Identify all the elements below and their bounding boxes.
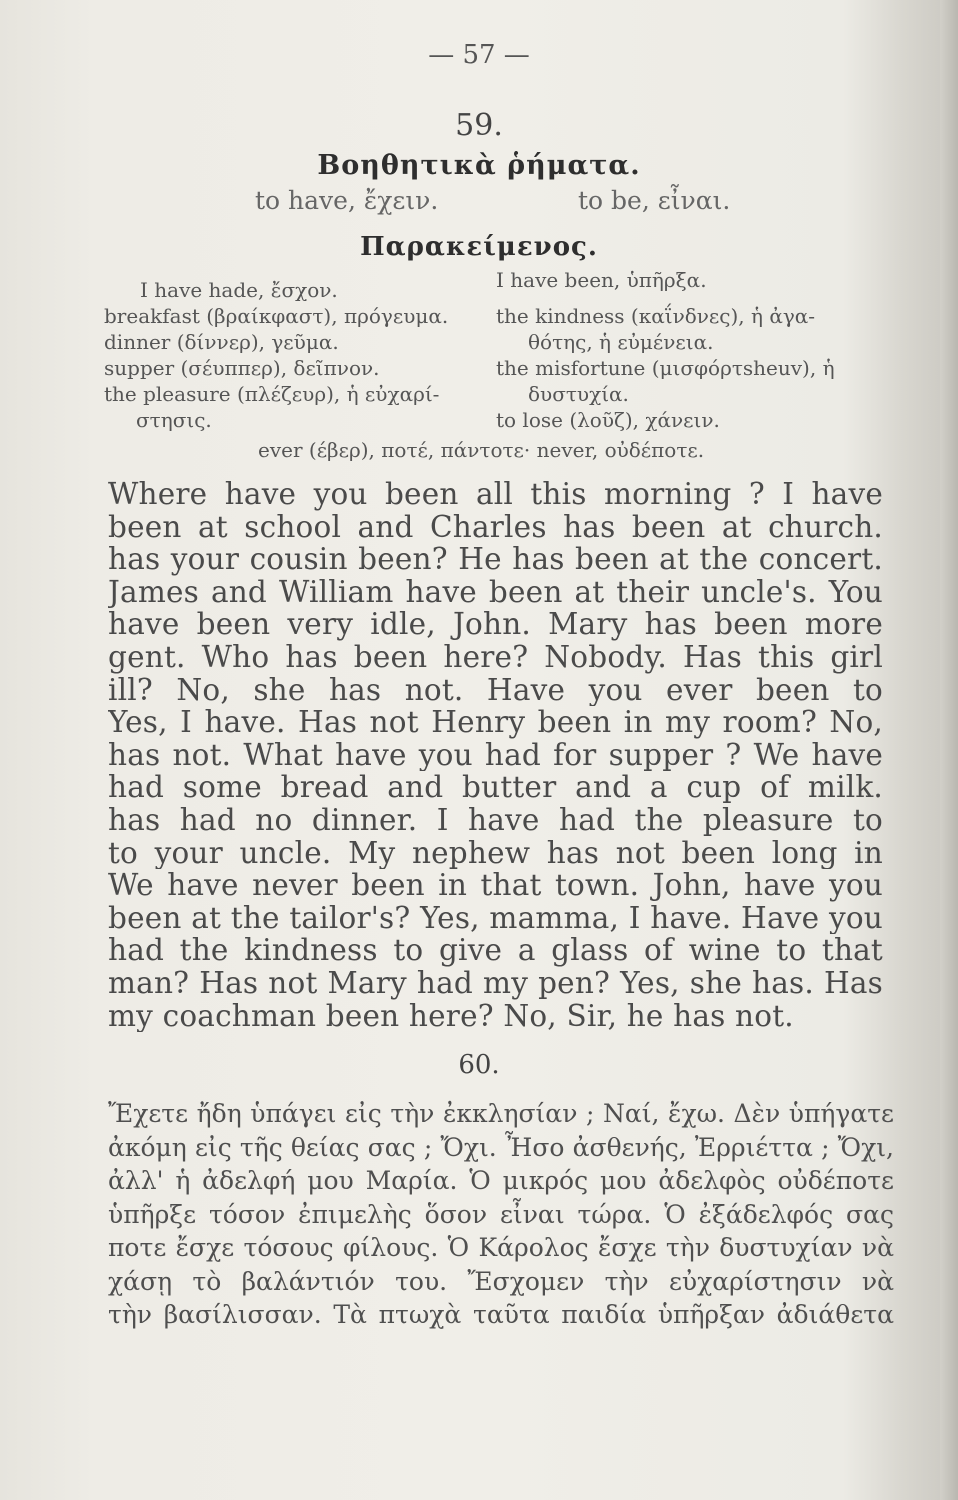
vocab-left-5: the pleasure (πλέζευρ), ἡ εὐχαρί- xyxy=(104,382,440,406)
section-60-number: 60. xyxy=(458,1050,500,1080)
greek-line: ἀκόμη εἰς τῆς θείας σας ; Ὄχι. Ἦσο ἀσθενής, Ἐρριέττα ; Ὄχι, xyxy=(108,1132,894,1162)
greek-line: τὴν βασίλισσαν. Τὰ πτωχὰ ταῦτα παιδία ὑπῆρξαν ἀδιάθετα xyxy=(108,1300,894,1329)
vocab-left-3: dinner (δίννερ), γεῦμα. xyxy=(104,330,339,354)
paragraph-line: has not. What have you had for supper ? We have xyxy=(108,738,883,772)
paragraph-line: Yes, I have. Has not Henry been in my room? No, xyxy=(108,706,883,739)
paragraph-line: been at school and Charles has been at church. xyxy=(108,510,883,544)
vocab-right-4: the misfortune (μισφόρτsheuv), ἡ xyxy=(496,356,835,380)
vocab-right-1: I have been, ὑπῆρξα. xyxy=(496,268,707,292)
page-edge-shadow xyxy=(940,0,958,1500)
paragraph-line: has your cousin been? He has been at the concert. xyxy=(108,543,883,576)
greek-line: ἀλλ' ἡ ἀδελφή μου Μαρία. Ὁ μικρός μου ἀδελφὸς οὐδέποτε xyxy=(108,1166,894,1195)
vocab-left-6: στησις. xyxy=(136,408,212,432)
section-59-title: Βοηθητικὰ ῥήματα. xyxy=(317,150,641,181)
paragraph-line: James and William have been at their uncle's. You xyxy=(108,575,883,609)
paragraph-line: my coachman been here? No, Sir, he has not. xyxy=(108,999,794,1033)
section-59-number: 59. xyxy=(455,108,503,143)
section-59-subtitle: Παρακείμενος. xyxy=(360,232,598,262)
paragraph-line: ill? No, she has not. Have you ever been to xyxy=(108,673,883,707)
paragraph-line: had some bread and butter and a cup of milk. xyxy=(108,771,883,804)
vocab-right-5: δυστυχία. xyxy=(528,382,629,406)
vocab-right-2: the kindness (καΐνδνες), ἡ ἀγα- xyxy=(496,304,816,328)
vocab-left-1: I have hade, ἔσχον. xyxy=(140,278,338,302)
vocab-ever-never: ever (έβερ), ποτέ, πάντοτε· never, οὐδέποτε. xyxy=(258,438,705,462)
vocab-left-2: breakfast (βραίκφαστ), πρόγευμα. xyxy=(104,304,449,328)
paragraph-line: We have never been in that town. John, have you xyxy=(108,869,883,902)
paragraph-line: Where have you been all this morning ? I have xyxy=(108,478,883,511)
greek-line: Ἔχετε ἤδη ὑπάγει εἰς τὴν ἐκκλησίαν ; Ναί, ἔχω. Δὲν ὑπήγατε xyxy=(108,1099,894,1128)
vocab-left-4: supper (σέυππερ), δεῖπνον. xyxy=(104,356,380,380)
page-number: — 57 — xyxy=(428,40,530,70)
verb-to-be: to be, εἶναι. xyxy=(578,186,731,215)
paragraph-line: man? Has not Mary had my pen? Yes, she has. Has xyxy=(108,966,883,1000)
paragraph-line: had the kindness to give a glass of wine to that xyxy=(108,934,883,967)
exercise-59-paragraph xyxy=(108,478,883,1032)
vocab-right-6: to lose (λοῦζ), χάνειν. xyxy=(496,408,720,432)
greek-line: ὑπῆρξε τόσον ἐπιμελὴς ὅσον εἶναι τώρα. Ὁ ἐξάδελφός σας xyxy=(108,1199,894,1229)
greek-line: ποτε ἔσχε τόσους φίλους. Ὁ Κάρολος ἔσχε τὴν δυστυχίαν νὰ xyxy=(108,1233,894,1262)
greek-line: χάσῃ τὸ βαλάντιόν του. Ἔσχομεν τὴν εὐχαρίστησιν νὰ xyxy=(108,1266,894,1296)
vocab-right-3: θότης, ἡ εὐμένεια. xyxy=(528,330,714,354)
paragraph-line: has had no dinner. I have had the pleasure to xyxy=(108,803,883,837)
paragraph-line: have been very idle, John. Mary has been more xyxy=(108,608,883,641)
paragraph-line: been at the tailor's? Yes, mamma, I have. Have you xyxy=(108,901,883,935)
exercise-60-paragraph xyxy=(108,1097,894,1332)
paragraph-line: to your uncle. My nephew has not been long in xyxy=(108,836,883,870)
paragraph-line: gent. Who has been here? Nobody. Has this girl xyxy=(108,640,883,674)
verb-to-have: to have, ἔχειν. xyxy=(255,186,439,215)
